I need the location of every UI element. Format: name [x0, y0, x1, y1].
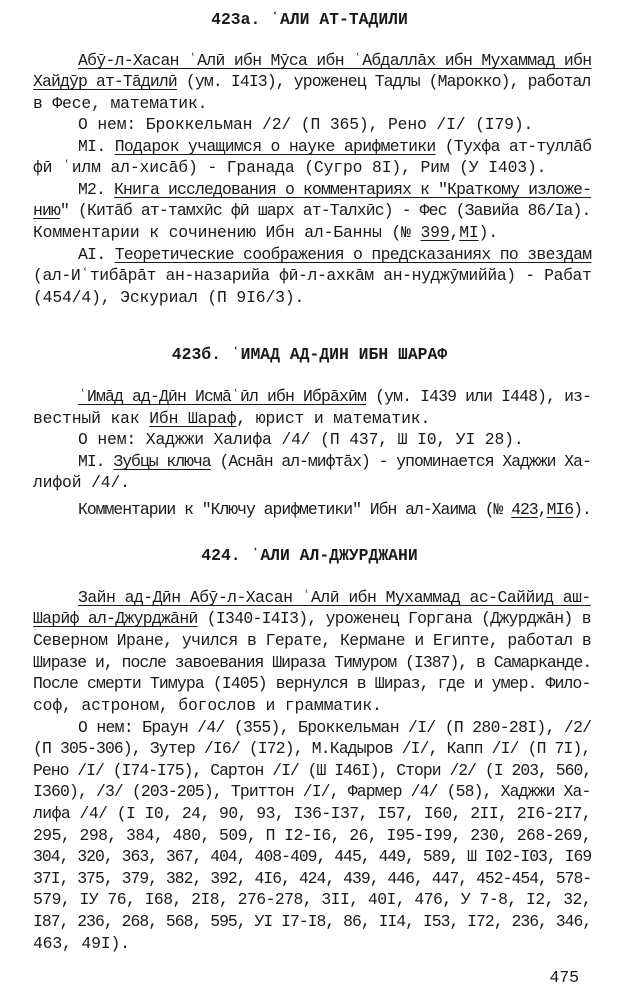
- heading-423a: 423а. ʿАЛИ АТ-ТАДИЛИ: [211, 10, 408, 29]
- work-title: Теоретические соображения о предсказаниях по звездам: [114, 245, 592, 264]
- s3-line-17: 463, 49I).: [33, 934, 130, 953]
- text: , юрист и математик.: [236, 409, 431, 428]
- s2-line-4: [78, 452, 591, 472]
- text: ).: [478, 223, 498, 242]
- name-underlined: Ибн Шараф: [149, 409, 237, 428]
- text: (ум. I439 или I448), из-: [366, 387, 592, 406]
- work-title: Зубцы ключа: [113, 452, 211, 471]
- text: ,: [537, 500, 547, 519]
- s1-line-12: (454/4), Эскуриал (П 9I6/3).: [33, 288, 305, 307]
- heading-424: 424. ʿАЛИ АЛ-ДЖУРДЖАНИ: [201, 546, 418, 565]
- ref-number: 399: [420, 223, 450, 242]
- name-underlined: ʿИмāд ад-Дӣн Исмāʿӣл ибн Ибрāхӣм: [78, 387, 367, 406]
- work-label: M2.: [78, 180, 115, 199]
- s1-line-10: [78, 245, 591, 265]
- s1-line-2: [33, 72, 591, 92]
- s3-line-7: О нем: Браун /4/ (355), Броккельман /I/ (П 280-28I), /2/: [78, 718, 592, 737]
- ref-number: 423: [511, 500, 538, 519]
- s2-line-2: [33, 409, 430, 429]
- s3-line-11: лифа /4/ (I I0, 24, 90, 93, I36-I37, I57, I60, 2II, 2I6-2I7,: [33, 804, 592, 823]
- ref-number: MI: [459, 223, 479, 242]
- name-underlined: Зайн ад-Дӣн Абӯ-л-Хасан ʿАлӣ ибн Мухаммад ас-Саййид аш-: [78, 588, 591, 607]
- s3-line-6: соф, астроном, богослов и грамматик.: [33, 696, 382, 715]
- text: (ум. I4I3), уроженец Тадлы (Марокко), работал: [176, 72, 591, 91]
- text: вестный как: [33, 409, 150, 428]
- work-label: MI.: [78, 452, 114, 471]
- text: Комментарии к сочинению Ибн ал-Банны (№: [33, 223, 421, 242]
- s3-line-14: 37I, 375, 379, 382, 392, 4I6, 424, 439, 446, 447, 452-454, 578-: [33, 869, 592, 888]
- s1-line-11: (ал-Иʿтибāрāт ан-назарийа фӣ-л-ахкāм ан-нуджӯмиййа) - Рабат: [33, 266, 592, 285]
- s3-line-1: [78, 588, 591, 608]
- name-underlined: Хайдӯр ат-Тāдилӣ: [33, 72, 177, 91]
- s1-line-1: [78, 51, 591, 71]
- s3-line-16: I87, 236, 268, 568, 595, УI I7-I8, 86, II4, I53, I72, 236, 346,: [33, 912, 592, 931]
- s3-line-12: 295, 298, 384, 480, 509, П I2-I6, 26, I95-I99, 230, 268-269,: [33, 826, 592, 845]
- s1-line-3: в Фесе, математик.: [33, 94, 208, 113]
- work-title: нию: [33, 201, 60, 220]
- name-underlined: Абӯ-л-Хасан ʿАлӣ ибн Мӯса ибн ʿАбдаллāх ибн Мухаммад ибн: [78, 51, 592, 70]
- heading-423b: 423б. ʿИМАД АД-ДИН ИБН ШАРАФ: [171, 345, 448, 364]
- s3-line-15: 579, IУ 76, I68, 2I8, 276-278, 3II, 40I, 476, У 7-8, I2, 32,: [33, 890, 592, 909]
- text: ,: [449, 223, 460, 242]
- work-label: MI.: [78, 137, 115, 156]
- s1-line-7: [78, 180, 591, 200]
- s3-line-10: I360), /3/ (203-205), Триттон /I/, Фармер /4/ (58), Хаджжи Ха-: [33, 782, 591, 801]
- s1-line-5: [78, 137, 591, 157]
- s2-line-5: лифой /4/.: [33, 473, 130, 492]
- s1-line-9: [33, 223, 498, 243]
- text: Комментарии к "Ключу арифметики" Ибн ал-Хаима (№: [78, 500, 512, 519]
- s3-line-13: 304, 320, 363, 367, 404, 408-409, 445, 449, 589, Ш I02-I03, I69: [33, 847, 592, 866]
- s3-line-5: После смерти Тимура (I405) вернулся в Шираз, где и умер. Фило-: [33, 674, 591, 693]
- work-title: Подарок учащимся о науке арифметики: [114, 137, 436, 156]
- text: ).: [573, 500, 591, 519]
- work-label: AI.: [78, 245, 115, 264]
- s2-line-1: [78, 387, 591, 407]
- ref-number: MI6: [546, 500, 574, 519]
- s3-line-9: Рено /I/ (I74-I75), Сартон /I/ (Ш I46I), Стори /2/ (I 203, 560,: [33, 761, 592, 780]
- s2-line-3: О нем: Хаджжи Халифа /4/ (П 437, Ш I0, УI 28).: [78, 430, 524, 449]
- s1-line-6: фӣ ʿилм ал-хисāб) - Гранада (Сугро 8I), Рим (У I403).: [33, 158, 547, 177]
- text: (Аснāн ал-мифтāх) - упоминается Хаджжи Ха-: [210, 452, 591, 471]
- work-title: Книга исследования о комментариях к "Краткому изложе-: [114, 180, 592, 199]
- text: (Тухфа ат-туллāб: [435, 137, 592, 156]
- text: " (Китāб ат-тамхӣс фӣ шарх ат-Талхӣс) - Фес (Завийа 86/Iа).: [59, 201, 591, 220]
- s3-line-2: [33, 609, 591, 629]
- s1-line-4: О нем: Броккельман /2/ (П 365), Рено /I/ (I79).: [78, 115, 534, 134]
- s1-line-8: [33, 201, 591, 221]
- s3-line-8: (П 305-306), Зутер /I6/ (I72), М.Кадыров /I/, Капп /I/ (П 7I),: [33, 739, 591, 758]
- text: (I340-I4I3), уроженец Горгана (Джурджāн) в: [197, 609, 591, 628]
- page-number: 475: [549, 968, 579, 987]
- s3-line-3: Северном Иране, учился в Герате, Кермане и Египте, работал в: [33, 631, 592, 650]
- name-underlined: Шарӣф ал-Джурджāнӣ: [33, 609, 198, 628]
- s3-line-4: Ширазе и, после завоевания Шираза Тимуром (I387), в Самарканде.: [33, 653, 592, 672]
- s2-line-6: [78, 500, 591, 520]
